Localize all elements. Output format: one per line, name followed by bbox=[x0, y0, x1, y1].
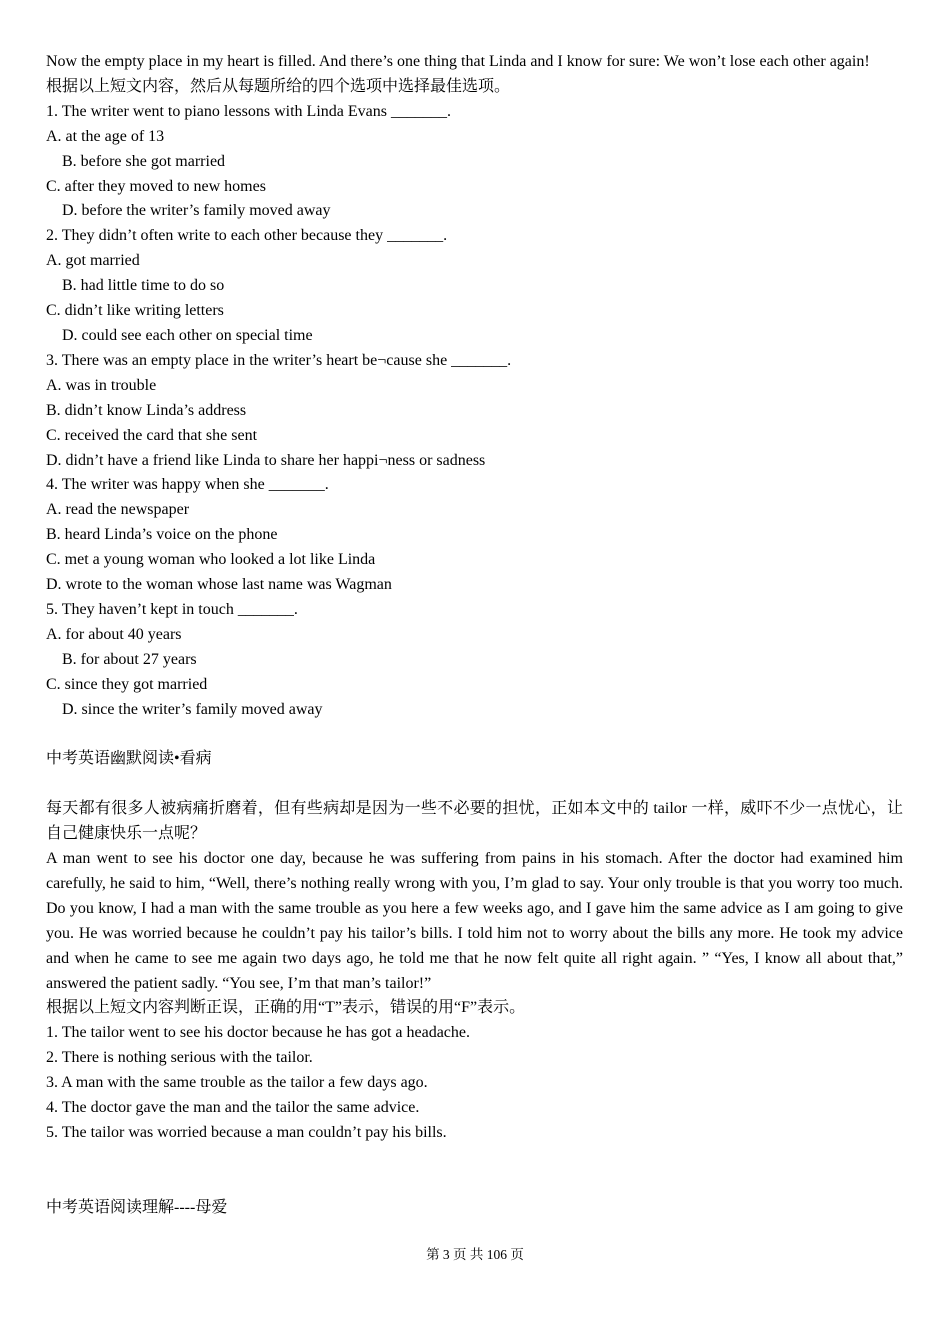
tf-item-4: 4. The doctor gave the man and the tailor the same advice. bbox=[46, 1099, 420, 1117]
tf-item-2: 2. There is nothing serious with the tailor. bbox=[46, 1049, 313, 1067]
q2-option-a: A. got married bbox=[46, 252, 140, 270]
tf-item-5: 5. The tailor was worried because a man couldn’t pay his bills. bbox=[46, 1123, 447, 1141]
question-5: 5. They haven’t kept in touch _______. bbox=[46, 600, 298, 618]
q4-option-c: C. met a young woman who looked a lot like Linda bbox=[46, 551, 376, 569]
spacer bbox=[46, 1146, 903, 1196]
q2-option-b: B. had little time to do so bbox=[62, 277, 225, 295]
q2-option-d: D. could see each other on special time bbox=[62, 326, 313, 344]
tf-item-3: 3. A man with the same trouble as the tailor a few days ago. bbox=[46, 1074, 428, 1092]
q2-option-c: C. didn’t like writing letters bbox=[46, 302, 224, 320]
q4-option-a: A. read the newspaper bbox=[46, 501, 190, 519]
section-title-maternal-love: 中考英语阅读理解----母爱 bbox=[46, 1198, 228, 1216]
q3-option-a: A. was in trouble bbox=[46, 376, 157, 394]
story-paragraph: A man went to see his doctor one day, because he was suffering from pains in his stomach. After the doctor had examined him carefully, he said to him, “Well, there’s nothing really wrong with you, I’m glad to say. Your only trouble is that you worry too much. Do you know, I had a man with the same trouble as you here a few weeks ago, and I gave him the same advice as I am going to give you. He was worried because he couldn’t pay his tailor’s bills. I told him not to worry about the bills any more. He took my advice and when he came to see me again two days ago, he told me that he now felt quite all right again. ” “Yes, I know all about that,” answered the patient sadly. “You see, I’m that man’s tailor!” bbox=[46, 849, 903, 992]
question-1: 1. The writer went to piano lessons with Linda Evans _______. bbox=[46, 102, 451, 120]
question-3: 3. There was an empty place in the writer’s heart be¬cause she _______. bbox=[46, 351, 512, 369]
spacer bbox=[46, 722, 903, 747]
q1-option-b: B. before she got married bbox=[62, 152, 226, 170]
question-4: 4. The writer was happy when she _______. bbox=[46, 476, 329, 494]
tf-item-1: 1. The tailor went to see his doctor because he has got a headache. bbox=[46, 1024, 470, 1042]
q4-option-d: D. wrote to the woman whose last name was Wagman bbox=[46, 576, 392, 594]
instruction-true-false: 根据以上短文内容判断正误，正确的用“T”表示，错误的用“F”表示。 bbox=[46, 999, 526, 1017]
spacer bbox=[46, 772, 903, 797]
q4-option-b: B. heard Linda’s voice on the phone bbox=[46, 526, 278, 544]
q5-option-d: D. since the writer’s family moved away bbox=[62, 700, 323, 718]
q1-option-d: D. before the writer’s family moved away bbox=[62, 202, 331, 220]
q5-option-b: B. for about 27 years bbox=[62, 650, 197, 668]
q3-option-d: D. didn’t have a friend like Linda to share her happi¬ness or sadness bbox=[46, 451, 486, 469]
section-intro: 每天都有很多人被病痛折磨着，但有些病却是因为一些不必要的担忧，正如本文中的 tailor 一样，威吓不少一点忧心，让自己健康快乐一点呢？ bbox=[46, 800, 903, 843]
q1-option-c: C. after they moved to new homes bbox=[46, 177, 266, 195]
q5-option-a: A. for about 40 years bbox=[46, 625, 182, 643]
section-title-humor: 中考英语幽默阅读•看病 bbox=[46, 750, 212, 768]
page-footer: 第 3 页 共 106 页 bbox=[426, 1247, 524, 1262]
q3-option-c: C. received the card that she sent bbox=[46, 426, 258, 444]
q5-option-c: C. since they got married bbox=[46, 675, 208, 693]
top-paragraph: Now the empty place in my heart is filled. And there’s one thing that Linda and I know for sure: We won’t lose each other again! bbox=[46, 53, 870, 70]
q3-option-b: B. didn’t know Linda’s address bbox=[46, 401, 247, 419]
question-2: 2. They didn’t often write to each other because they _______. bbox=[46, 227, 448, 245]
instruction-multiple-choice: 根据以上短文内容，然后从每题所给的四个选项中选择最佳选项。 bbox=[46, 77, 511, 95]
page-content bbox=[46, 50, 903, 1221]
q1-option-a: A. at the age of 13 bbox=[46, 127, 165, 145]
